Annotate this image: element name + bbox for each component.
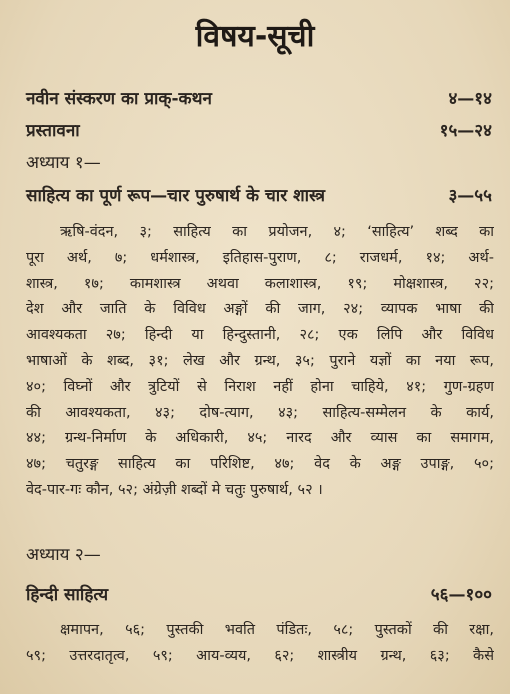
chapter-heading-text: अध्याय १— (26, 153, 101, 173)
contents-line: ४०; विघ्नों और त्रुटियों से निराश नहीं होना चाहिये, ४१; गुण-ग्रहण (26, 378, 494, 395)
chapter-heading-text: अध्याय २— (26, 545, 101, 565)
toc-entry-pages: ३—५५ (448, 186, 492, 206)
toc-entry-label: प्रस्तावना (26, 121, 80, 141)
toc-entry-label: हिन्दी साहित्य (26, 585, 109, 605)
toc-entry-pages: ४—१४ (448, 89, 492, 109)
toc-entry-pages: १५—२४ (439, 121, 492, 141)
contents-line: ४४; ग्रन्थ-निर्माण के अधिकारी, ४५; नारद और व्यास का समागम, (26, 430, 494, 447)
contents-line: ५९; उत्तरदातृत्व, ५९; आय-व्यय, ६२; शास्त्रीय ग्रन्थ, ६३; कैसे (26, 647, 494, 664)
contents-line: पूरा अर्थ, ७; धर्मशास्त्र, इतिहास-पुराण, ८; राजधर्म, १४; अर्थ- (26, 249, 494, 266)
page-title: विषय-सूची (195, 19, 315, 54)
contents-line: देश और जाति के विविध अङ्गों की जाग, २४; व्यापक भाषा की (26, 301, 494, 318)
chapter-2-contents (26, 618, 494, 670)
contents-line: वेद-पार-गः कौन, ५२; अंग्रेज़ी शब्दों मे चतुः पुरुषार्थ, ५२ । (26, 481, 323, 498)
toc-entry-label: साहित्य का पूर्ण रूप—चार पुरुषार्थ के चार शास्त्र (26, 186, 326, 206)
contents-line: की आवश्यकता, ४३; दोष-त्याग, ४३; साहित्य-सम्मेलन के कार्य, (26, 404, 494, 421)
contents-line: भाषाओं के शब्द, ३१; लेख और ग्रन्थ, ३५; पुराने यज्ञों का नया रूप, (26, 352, 494, 369)
contents-line: शास्त्र, १७; कामशास्त्र अथवा कलाशास्त्र, १९; मोक्षशास्त्र, २२; (26, 275, 494, 292)
chapter-1-contents (26, 220, 494, 504)
toc-entry-pages: ५६—१०० (430, 585, 492, 605)
toc-entry-label: नवीन संस्करण का प्राक्-कथन (26, 89, 212, 109)
contents-line: ऋषि-वंदन, ३; साहित्य का प्रयोजन, ४; ‘साहित्य’ शब्द का (60, 224, 494, 240)
contents-line: आवश्यकता २७; हिन्दी या हिन्दुस्तानी, २८; एक लिपि और विविध (26, 327, 494, 344)
contents-line: क्षमापन, ५६; पुस्तकी भवति पंडितः, ५८; पुस्तकों की रक्षा, (60, 622, 494, 638)
contents-line: ४७; चतुरङ्ग साहित्य का परिशिष्ट, ४७; वेद के अङ्ग उपाङ्ग, ५०; (26, 456, 494, 473)
